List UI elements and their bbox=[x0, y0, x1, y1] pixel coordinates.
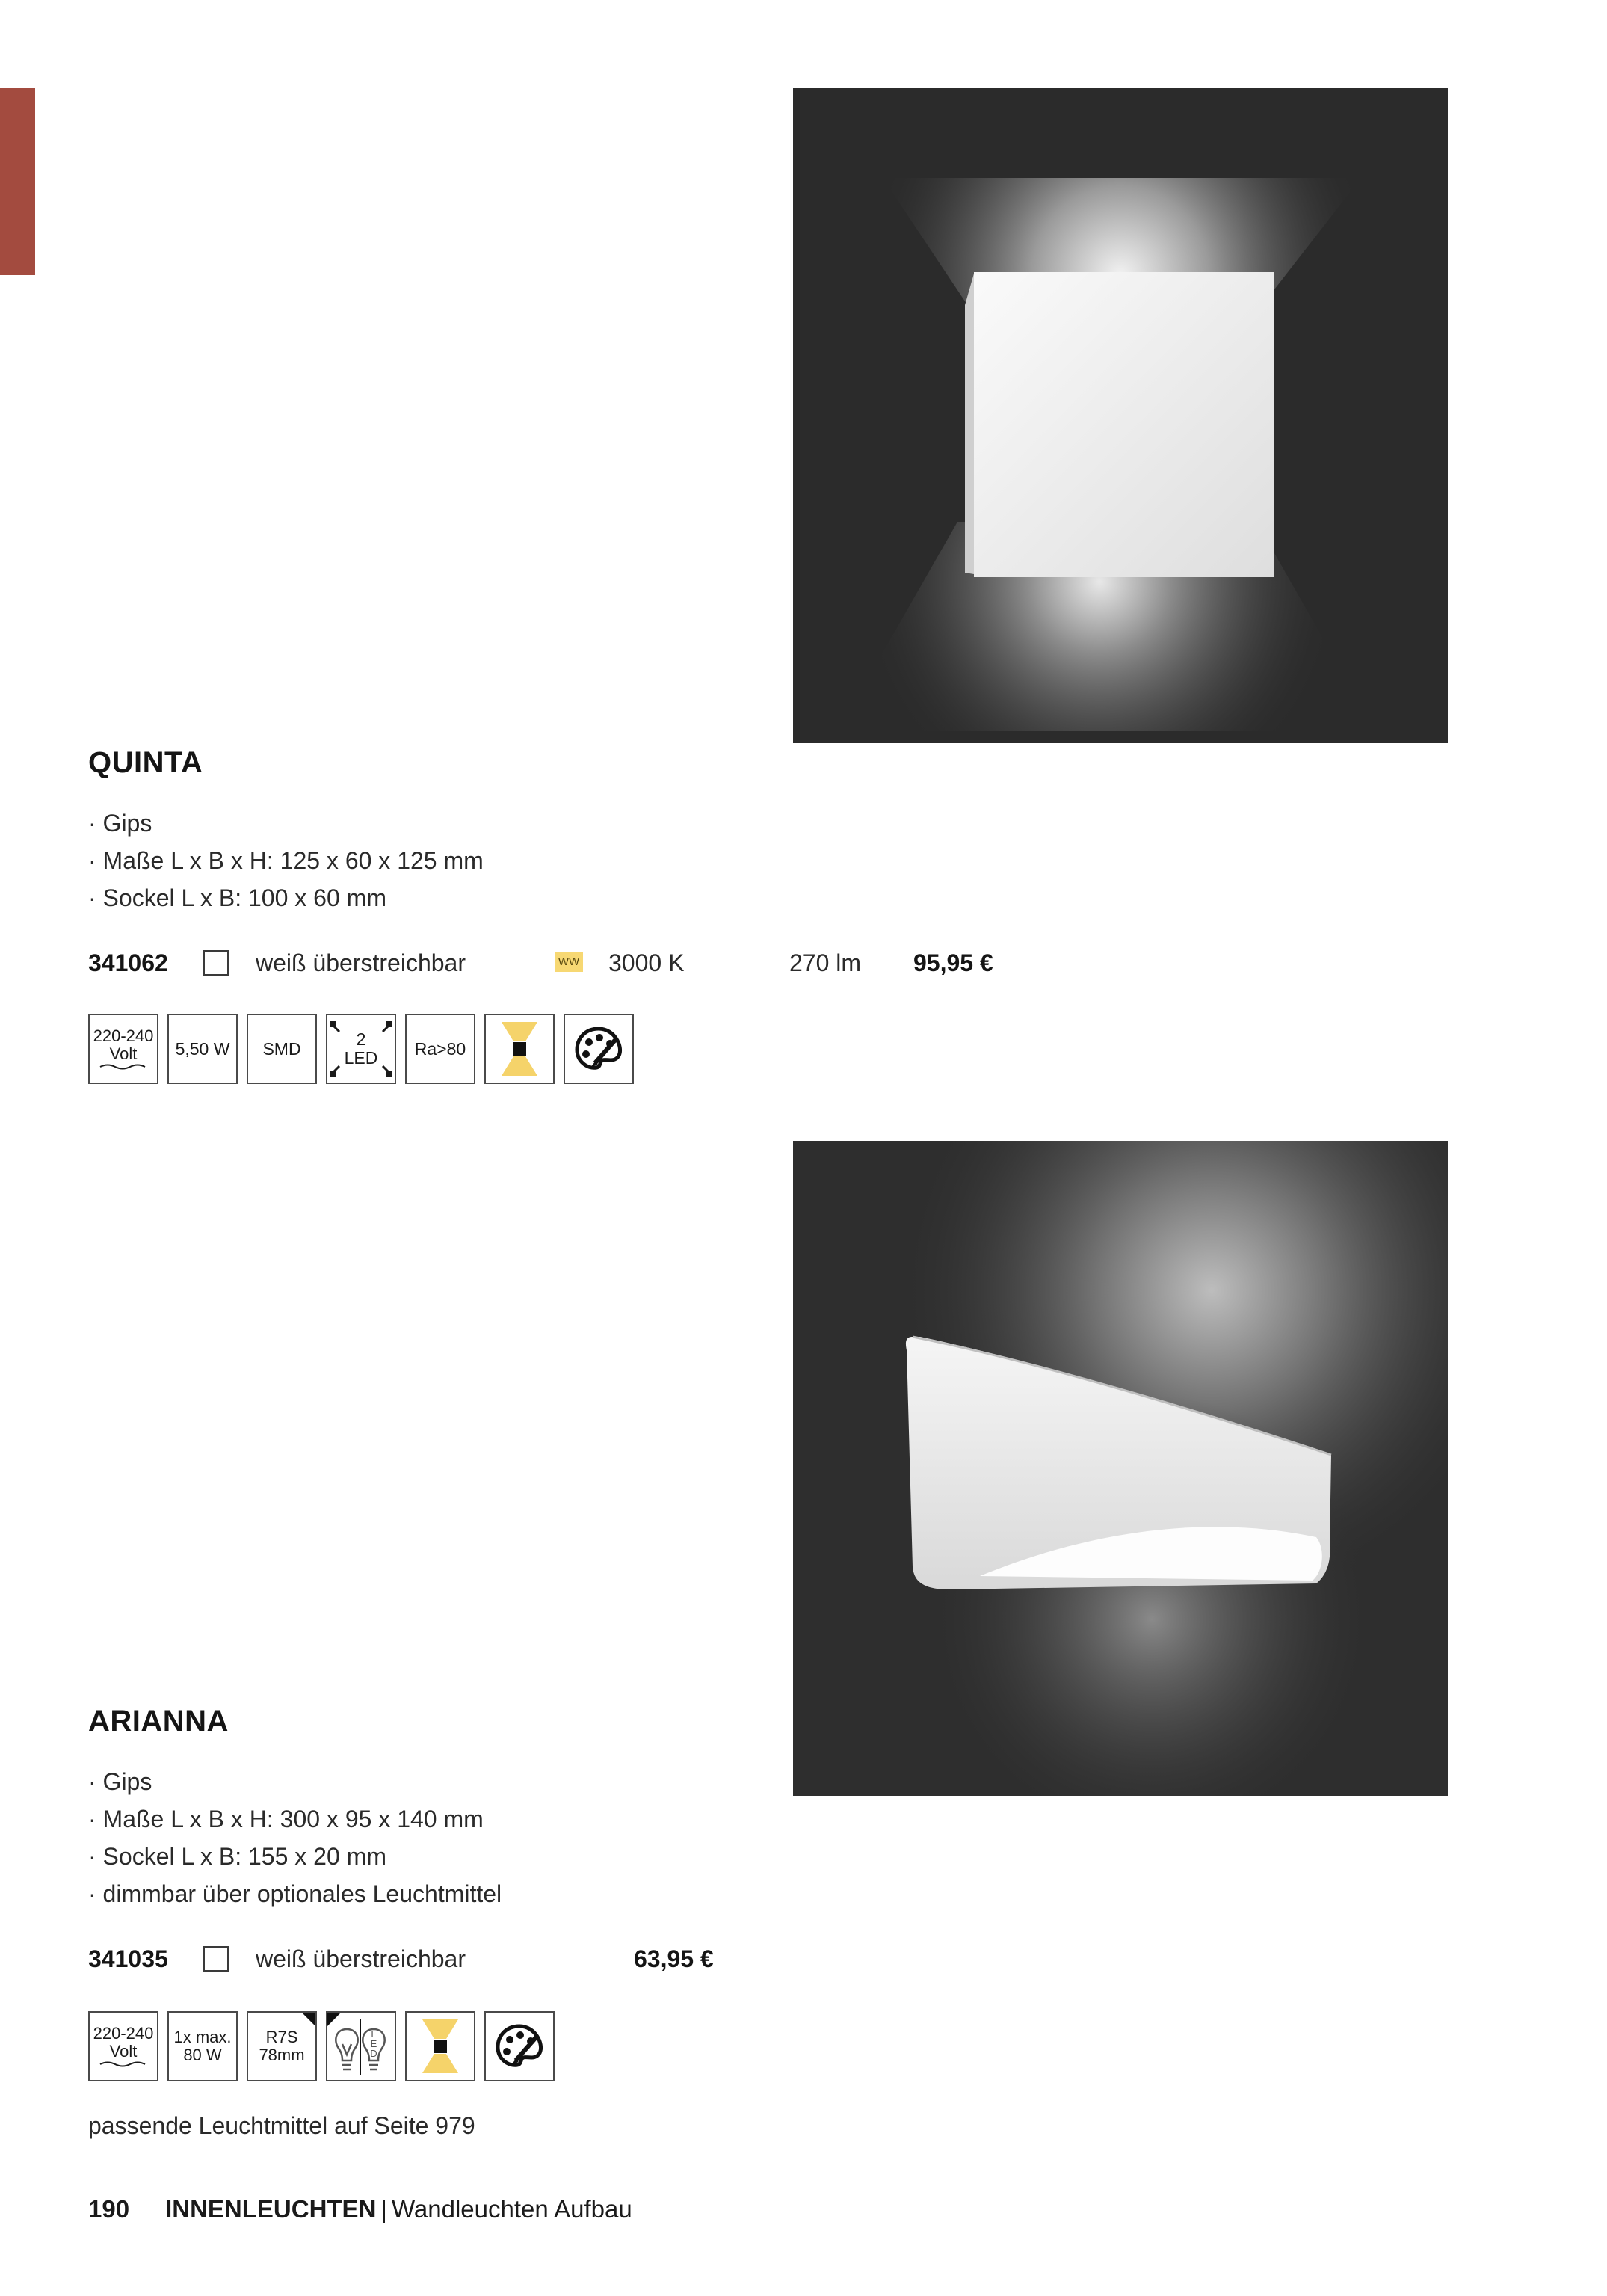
wattage-icon: 5,50 W bbox=[167, 1014, 238, 1084]
voltage-icon: 220-240 Volt bbox=[88, 2011, 158, 2081]
spec-item: · dimmbar über optionales Leuchtmittel bbox=[88, 1880, 502, 1907]
white-color-swatch bbox=[203, 1946, 229, 1972]
paintable-icon bbox=[484, 2011, 555, 2081]
spec-item: · Maße L x B x H: 125 x 60 x 125 mm bbox=[88, 847, 484, 874]
lamp-reference-note: passende Leuchtmittel auf Seite 979 bbox=[88, 2112, 475, 2139]
arianna-product-photo bbox=[793, 1141, 1448, 1796]
white-color-swatch bbox=[203, 950, 229, 976]
bulb-max-icon: 1x max. 80 W bbox=[167, 2011, 238, 2081]
quinta-spec-list bbox=[88, 804, 484, 917]
section-title: INNENLEUCHTEN bbox=[165, 2195, 377, 2223]
quinta-article-row bbox=[88, 947, 1060, 979]
price: 63,95 € bbox=[634, 1945, 714, 1972]
footer-separator: | bbox=[380, 2195, 387, 2223]
arianna-feature-icons bbox=[88, 2011, 567, 2083]
arianna-article-row bbox=[88, 1942, 761, 1975]
bulb-led-icon: LED bbox=[326, 2011, 396, 2081]
spec-item: · Maße L x B x H: 300 x 95 x 140 mm bbox=[88, 1806, 484, 1832]
finish-label: weiß überstreichbar bbox=[256, 1945, 466, 1972]
article-number: 341035 bbox=[88, 1945, 168, 1972]
led-count-icon: 2 LED bbox=[326, 1014, 396, 1084]
chapter-tab-marker bbox=[0, 88, 35, 275]
product-title-quinta: QUINTA bbox=[88, 746, 203, 779]
spec-item: · Sockel L x B: 100 x 60 mm bbox=[88, 884, 386, 911]
socket-icon: R7S 78mm bbox=[247, 2011, 317, 2081]
arianna-spec-list bbox=[88, 1763, 502, 1912]
smd-icon: SMD bbox=[247, 1014, 317, 1084]
quinta-feature-icons bbox=[88, 1014, 641, 1086]
spec-item: · Gips bbox=[88, 810, 152, 837]
product-title-arianna: ARIANNA bbox=[88, 1705, 229, 1738]
quinta-product-photo bbox=[793, 88, 1448, 743]
subsection-title: Wandleuchten Aufbau bbox=[391, 2195, 632, 2223]
article-number: 341062 bbox=[88, 950, 168, 976]
warm-white-badge: WW bbox=[555, 952, 583, 972]
finish-label: weiß überstreichbar bbox=[256, 950, 466, 976]
page-number: 190 bbox=[88, 2195, 130, 2223]
up-down-light-icon bbox=[484, 1014, 555, 1084]
up-down-light-icon bbox=[405, 2011, 475, 2081]
voltage-icon: 220-240 Volt bbox=[88, 1014, 158, 1084]
spec-item: · Gips bbox=[88, 1768, 152, 1795]
paintable-icon bbox=[564, 1014, 634, 1084]
cri-icon: Ra>80 bbox=[405, 1014, 475, 1084]
lumen-value: 270 lm bbox=[789, 950, 862, 976]
price: 95,95 € bbox=[913, 950, 993, 976]
page-footer bbox=[88, 2191, 632, 2228]
color-temperature: 3000 K bbox=[608, 950, 685, 976]
spec-item: · Sockel L x B: 155 x 20 mm bbox=[88, 1843, 386, 1870]
